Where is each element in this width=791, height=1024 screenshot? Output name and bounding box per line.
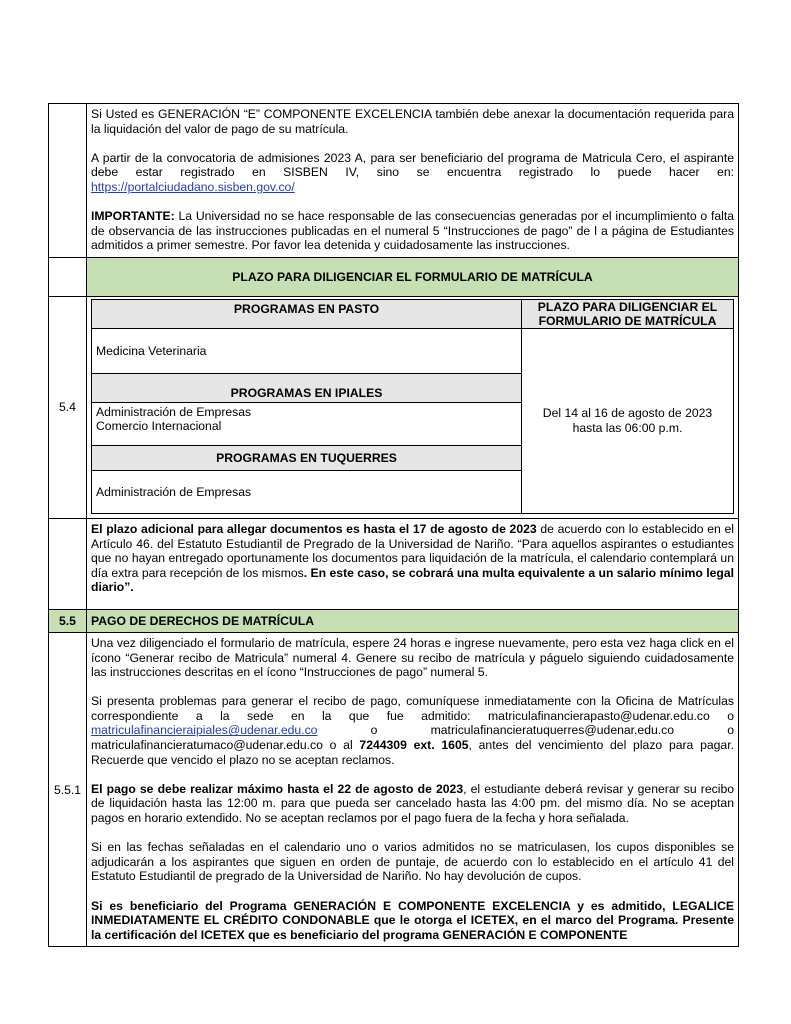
text: Si presenta problemas para generar el recibo de pago, comuníquese inmediatamente con la Oficina de Matrículas correspondiente a la sede en la que fue admitido: matriculafinancierapasto@udenar.edu.co o [91,694,734,723]
paragraph: Si en las fechas señaladas en el calendario uno o varios admitidos no se matriculasen, los cupos disponibles se adjudicarán a los aspirantes que siguen en orden de puntaje, de acuerdo con lo establecido en el artículo 41 del Estatuto Estudiantil de pregrado de la Universidad de Nariño. No hay devolución de cupos. [91,840,734,884]
section-header: PLAZO PARA DILIGENCIAR EL FORMULARIO DE MATRÍCULA [87,257,739,296]
programs-table [91,299,734,514]
table-row [49,104,739,258]
section-number: 5.4 [49,296,87,518]
text: de acuerdo con lo establecido en el Artículo 46. del Estatuto Estudiantil de Pregrado de la Universidad de Nariño. “Para aquellos aspirantes o estudiantes que no hayan entregado oportunamente los documentos para liquidación de la matrícula, el calendario contemplará un día extra para recepción de los mismos [91,521,734,580]
bold-text: . En este caso, se cobrará una multa equivalente a un salario mínimo legal diario [91,565,734,595]
section-number: 5.5.1 [49,632,87,946]
text: o matriculafinancieratuquerres@udenar.edu.co o matriculafinancieratumaco@udenar.edu.co o al [91,723,734,753]
text: ”. [124,580,134,595]
bold-text: Si es beneficiario del Programa GENERACIÓN E COMPONENTE EXCELENCIA y es admitido, LEGALICE INMEDIATAMENTE EL CRÉDITO CONDONABLE que le otorga el ICETEX, en el marco del Programa. Presente la certificación del ICETEX que es beneficiario del programa GENERACIÓN E COMPONENTE [91,898,734,942]
row-number-empty [49,518,87,609]
section-header: PAGO DE DERECHOS DE MATRÍCULA [87,609,739,632]
paragraph [91,151,734,195]
admissions-table [48,103,739,947]
bold-text: El plazo adicional para allegar documentos es hasta el 17 de agosto de 2023 [91,521,537,536]
table-row [49,518,739,609]
table-row [49,609,739,632]
deadline-text: Del 14 al 16 de agosto de 2023 hasta las 06:00 p.m. [522,328,734,513]
paragraph [91,694,734,767]
important-paragraph [91,209,734,253]
row-number-empty [49,257,87,296]
ipiales-header: PROGRAMAS EN IPIALES [92,373,522,402]
tuquerres-programs: Administración de Empresas [92,470,522,513]
table-row [49,632,739,946]
ipiales-programs: Administración de Empresas Comercio Internacional [92,402,522,445]
sisben-text: A partir de la convocatoria de admisiones 2023 A, para ser beneficiario del programa de Matricula Cero, el aspirante debe estar registrado en SISBEN IV, sino se encuentra registrado lo puede hacer en: [91,150,734,180]
phone-number: 7244309 ext. 1605 [359,738,469,753]
row-number-empty [49,104,87,258]
bold-text: El pago se debe realizar máximo hasta el 22 de agosto de 2023 [91,781,464,796]
plazo-column-header: PLAZO PARA DILIGENCIAR EL FORMULARIO DE MATRÍCULA [522,299,734,328]
pasto-programs: Medicina Veterinaria [92,328,522,373]
pago-content [87,632,739,946]
generacion-e-notes [87,104,739,258]
pasto-header: PROGRAMAS EN PASTO [92,299,522,328]
section-number: 5.5 [49,609,87,632]
table-row [49,257,739,296]
programs-cell [87,296,739,518]
important-text: La Universidad no se hace responsable de las consecuencias generadas por el incumplimiento o falta de observancia de las instrucciones publicadas en el numeral 5 “Instrucciones de pago” de l a página de Estudiantes admitidos a primer semestre. Por favor lea detenida y cuidadosamente las instrucciones. [91,209,734,253]
important-label: IMPORTANTE: [91,209,175,224]
paragraph: Una vez diligenciado el formulario de matrícula, espere 24 horas e ingrese nuevamente, pero esta vez haga click en el ícono “Generar recibo de Matricula” numeral 4. Genere su recibo de matrícula y páguelo siguiendo cuidadosamente las instrucciones descritas en el ícono “Instrucciones de pago” numeral 5. [91,635,734,680]
paragraph [91,782,734,826]
text: , el estudiante deberá revisar y generar su recibo de liquidación hasta las 12:00 m. para que pueda ser cancelado hasta las 4:00 pm. del mismo día. No se aceptan pagos en horario extendido. No se aceptan reclamos por el pago fuera de la fecha y hora señalada. [91,781,734,826]
plazo-adicional [87,518,739,609]
ipiales-email-link[interactable]: matriculafinancieraipiales@udenar.edu.co [91,723,318,738]
document-page [48,103,738,947]
text: , antes del vencimiento del plazo para pagar. Recuerde que vencido el plazo no se aceptan reclamos. [91,738,734,767]
paragraph [91,899,734,943]
sisben-link[interactable]: https://portalciudadano.sisben.gov.co/ [91,179,295,194]
tuquerres-header: PROGRAMAS EN TUQUERRES [92,445,522,470]
paragraph: Si Usted es GENERACIÓN “E” COMPONENTE EXCELENCIA también debe anexar la documentación requerida para la liquidación del valor de pago de su matrícula. [91,107,734,136]
table-row [49,296,739,518]
